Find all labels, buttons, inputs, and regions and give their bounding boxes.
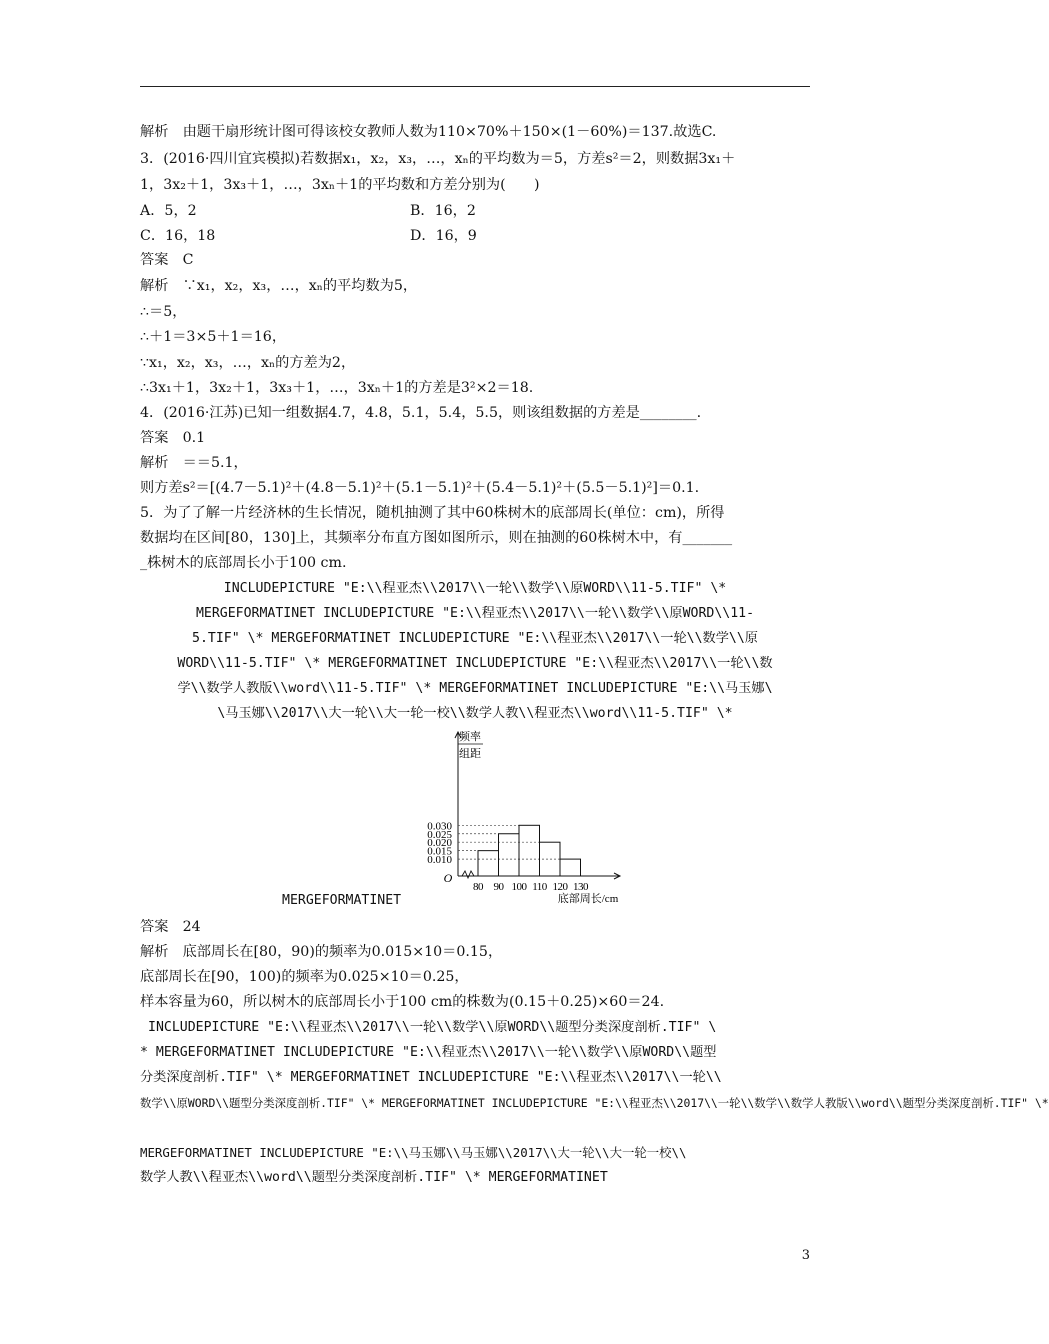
field-code-line: 学\\数学人教版\\word\\11-5.TIF" \* MERGEFORMATINET INCLUDEPICTURE "E:\\马玉娜\ (177, 681, 773, 696)
x-tick-label: 110 (532, 881, 547, 893)
field-code-line: INCLUDEPICTURE "E:\\程亚杰\\2017\\一轮\\数学\\原WORD\\11-5.TIF" \* (223, 581, 727, 596)
x-tick-label: 100 (511, 881, 527, 893)
x-tick-label: 130 (573, 881, 588, 893)
x-axis-label: 底部周长/cm (557, 893, 619, 905)
analysis-q5: 解析 底部周长在[80，90)的频率为0.015×10＝0.15， (140, 944, 503, 960)
field-code-line: 5.TIF" \* MERGEFORMATINET INCLUDEPICTURE "E:\\程亚杰\\2017\\一轮\\数学\\原 (192, 631, 758, 646)
option-a: A．5，2 (140, 203, 197, 219)
analysis-q5-step2: 样本容量为60，所以树木的底部周长小于100 cm的株数为(0.15＋0.25)×60＝24. (140, 994, 665, 1010)
field-code-line: MERGEFORMATINET INCLUDEPICTURE "E:\\程亚杰\\2017\\一轮\\数学\\原WORD\\11- (195, 606, 755, 621)
analysis-q4: 解析 ＝＝5.1， (140, 455, 248, 471)
histogram-bar (478, 851, 499, 876)
analysis-q2: 解析 由题干扇形统计图可得该校女教师人数为110×70%＋150×(1－60%)＝137.故选C. (140, 124, 717, 140)
option-b: B．16，2 (410, 203, 476, 219)
y-tick-label: 0.010 (427, 854, 452, 867)
analysis-q3: 解析 ∵x₁，x₂，x₃，…，xₙ的平均数为5， (140, 278, 418, 294)
option-d: D．16，9 (410, 228, 477, 244)
analysis-q5-step1: 底部周长在[90，100)的频率为0.025×10＝0.25， (140, 969, 469, 985)
analysis-q4-step: 则方差s²＝[(4.7－5.1)²＋(4.8－5.1)²＋(5.1－5.1)²＋(5.4－5.1)²＋(5.5－5.1)²]＝0.1. (140, 480, 700, 496)
x-tick-label: 90 (493, 881, 504, 893)
question-4: 4．(2016·江苏)已知一组数据4.7，4.8，5.1，5.4，5.5，则该组数据的方差是________. (140, 405, 702, 421)
y-label-numerator: 频率 (459, 731, 481, 743)
field-code-line: WORD\\11-5.TIF" \* MERGEFORMATINET INCLUDEPICTURE "E:\\程亚杰\\2017\\一轮\\数 (177, 656, 773, 671)
histogram-bar (560, 859, 581, 876)
frequency-histogram (410, 726, 680, 910)
field-code-line: \马玉娜\\2017\\大一轮\\大一轮一校\\数学人教\\程亚杰\\word\\11-5.TIF" \* (217, 706, 733, 721)
histogram-bar (499, 834, 520, 876)
question-5: 5．为了了解一片经济林的生长情况，随机抽测了其中60株树木的底部周长(单位：cm)，所得 (140, 505, 725, 521)
answer-q3: 答案 C (140, 252, 194, 268)
option-c: C．16，18 (140, 228, 216, 244)
answer-q4: 答案 0.1 (140, 430, 206, 446)
field-code-line: INCLUDEPICTURE "E:\\程亚杰\\2017\\一轮\\数学\\原WORD\\题型分类深度剖析.TIF" \ (148, 1020, 717, 1035)
x-tick-label: 120 (552, 881, 568, 893)
y-tick-label: 0.025 (427, 828, 452, 841)
analysis-q3-step1: ∴＝5， (140, 304, 187, 320)
y-tick-label: 0.015 (427, 845, 452, 858)
y-tick-label: 0.020 (427, 837, 452, 850)
y-tick-label: 0.030 (427, 820, 452, 833)
field-code-line: 数学\\原WORD\\题型分类深度剖析.TIF" \* MERGEFORMATINET INCLUDEPICTURE "E:\\程亚杰\\2017\\一轮\\数学\\数学人教版\\word\\题型分类深度剖析.TIF" \* (140, 1096, 1049, 1110)
field-code-line: 分类深度剖析.TIF" \* MERGEFORMATINET INCLUDEPICTURE "E:\\程亚杰\\2017\\一轮\\ (140, 1070, 722, 1085)
header-rule (140, 86, 810, 87)
analysis-q3-step2: ∴＋1＝3×5＋1＝16， (140, 329, 287, 345)
x-tick-label: 80 (473, 881, 483, 893)
field-code-line: MERGEFORMATINET INCLUDEPICTURE "E:\\马玉娜\\马玉娜\\2017\\大一轮\\大一轮一校\\ (140, 1145, 687, 1160)
field-code-line: * MERGEFORMATINET INCLUDEPICTURE "E:\\程亚杰\\2017\\一轮\\数学\\原WORD\\题型 (140, 1045, 717, 1060)
question-3-cont: 1，3x₂＋1，3x₃＋1，…，3xₙ＋1的平均数和方差分别为( ) (140, 177, 540, 193)
question-5-cont: 数据均在区间[80，130]上，其频率分布直方图如图所示，则在抽测的60株树木中，有_______ (140, 530, 733, 546)
histogram-bar (519, 825, 540, 876)
page-number: 3 (801, 1248, 810, 1263)
analysis-q3-step4: ∴3x₁＋1，3x₂＋1，3x₃＋1，…，3xₙ＋1的方差是3²×2＝18. (140, 380, 534, 396)
question-3: 3．(2016·四川宜宾模拟)若数据x₁，x₂，x₃，…，xₙ的平均数为＝5，方差s²＝2，则数据3x₁＋ (140, 151, 736, 167)
y-label-denominator: 组距 (459, 748, 481, 760)
analysis-q3-step3: ∵x₁，x₂，x₃，…，xₙ的方差为2， (140, 355, 356, 371)
axis-break-mark (462, 871, 474, 878)
mergeformat-label: MERGEFORMATINET (282, 893, 402, 908)
question-5-end: _株树木的底部周长小于100 cm. (140, 555, 347, 571)
origin-label: O (443, 871, 453, 885)
answer-q5: 答案 24 (140, 919, 201, 935)
field-code-line: 数学人教\\程亚杰\\word\\题型分类深度剖析.TIF" \* MERGEFORMATINET (140, 1170, 608, 1185)
